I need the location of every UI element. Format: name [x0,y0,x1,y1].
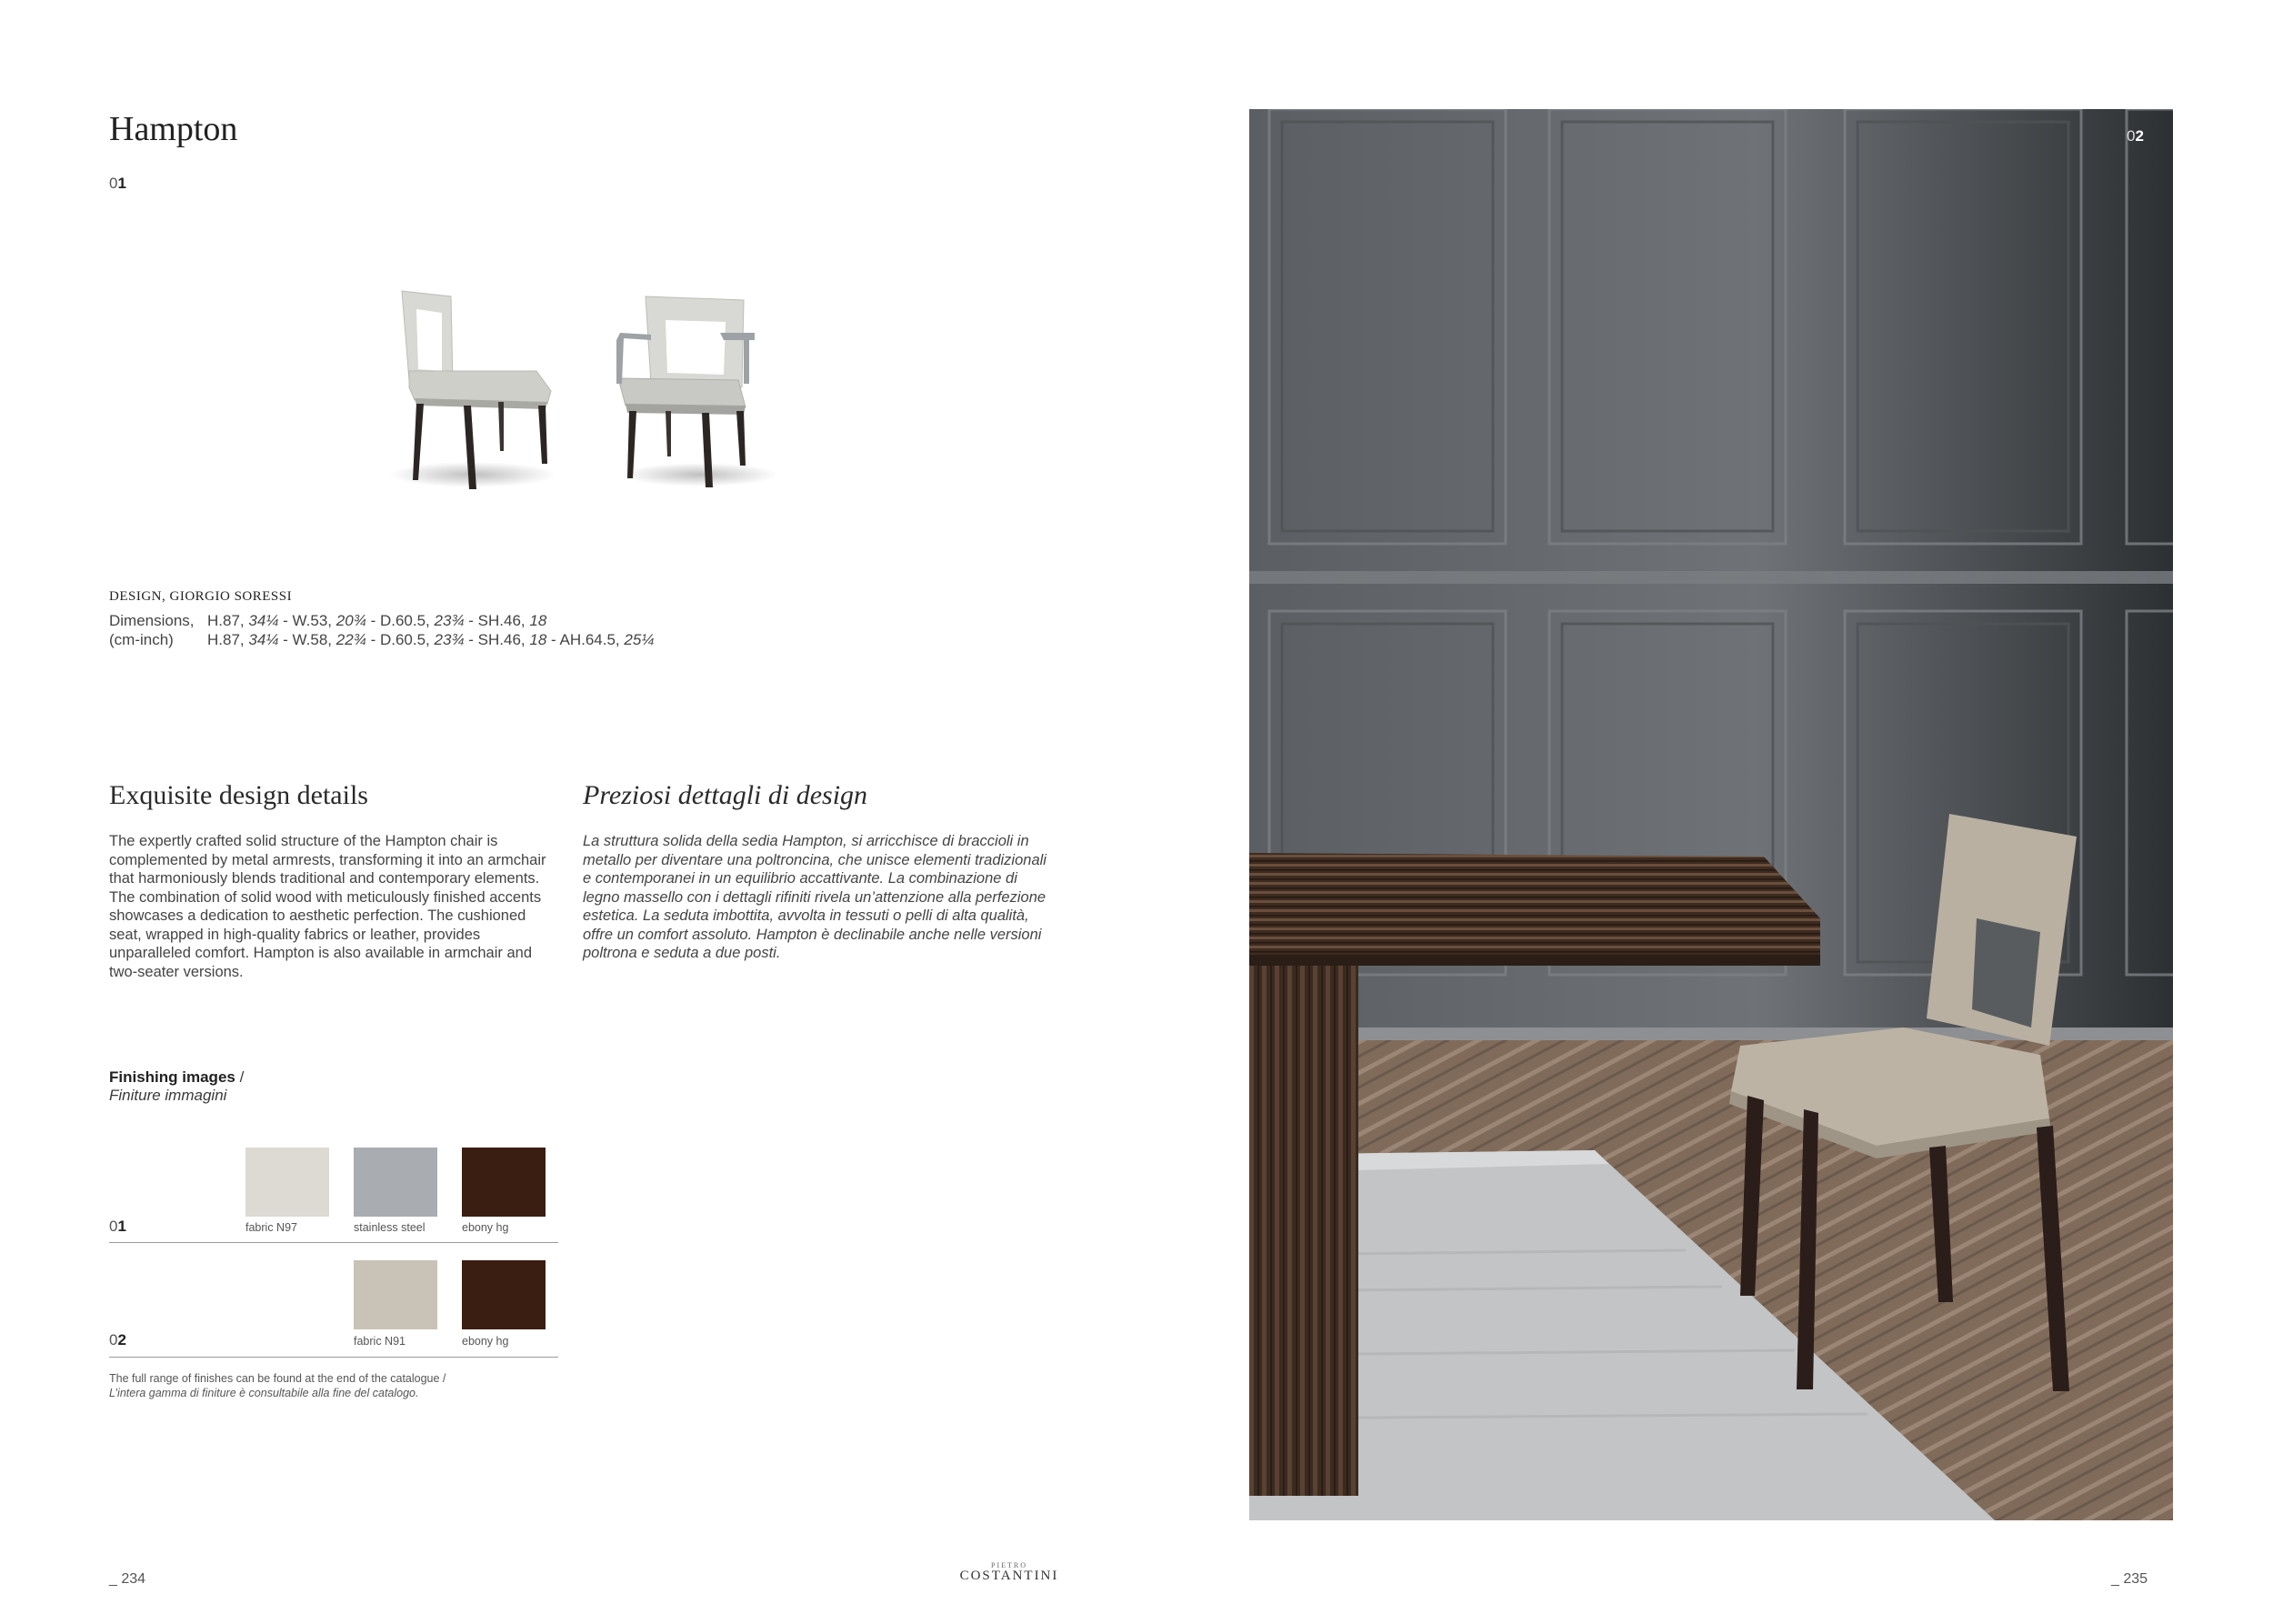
dimension-value: - D.60.5, [365,612,435,629]
dimension-value: - W.58, [278,631,336,648]
italian-description [583,832,1074,963]
image-number-01: 01 [109,175,126,192]
dimensions-row-side-chair [207,611,546,630]
description-line: estetica. La seduta imbottita, avvolta in tessuti o pelli di alta qualità, [583,907,1029,924]
finishes-note: The full range of finishes can be found at the end of the catalogue / L’intera gamma di finiture è consultabile alla fine del catalogo. [109,1372,446,1399]
dimension-value: 18 [529,612,547,629]
dimension-value: 18 [529,631,547,648]
finish-swatch [354,1260,437,1329]
dimensions-label: Dimensions, [109,612,195,629]
description-line: legno massello con i dettagli rifiniti rivela un’attenzione alla perfezione [583,888,1046,906]
dimension-value: - D.60.5, [365,631,435,648]
dimension-value: 22¾ [335,631,366,648]
image-number-02: 02 [2127,127,2144,145]
english-description [109,832,555,981]
description-line: that harmoniously blends traditional and contemporary elements. [109,870,540,887]
dimension-value: 23¾ [434,631,465,648]
page-number-right: _ 235 [2111,1571,2148,1587]
description-line: offre un comfort assoluto. Hampton è declinabile anche nelle versioni [583,926,1042,943]
dimension-value: 34¼ [248,612,279,629]
finish-label: ebony hg [462,1221,509,1234]
lifestyle-photo [1249,109,2173,1520]
description-line: e contemporanei in un equilibrio accattivante. La combinazione di [583,870,1017,887]
description-line: The expertly crafted solid structure of the Hampton chair is [109,833,498,849]
armchair-illustration [616,296,778,487]
dimension-value: - SH.46, [464,612,530,629]
italian-heading: Preziosi dettagli di design [583,780,868,810]
description-line: The combination of solid wood with meticulously finished accents [109,888,542,906]
product-chairs-image [382,273,791,500]
finish-swatch [462,1148,546,1217]
finish-row-number: 01 [109,1218,126,1235]
dimensions-block [109,611,654,649]
side-chair-illustration [389,291,556,489]
description-line: seat, wrapped in high-quality fabrics or leather, provides [109,926,481,943]
divider [109,1242,558,1243]
finish-swatch [462,1260,546,1329]
dimensions-unit-label: (cm-inch) [109,631,174,648]
finish-swatch [245,1148,329,1217]
description-line: two-seater versions. [109,963,244,980]
brand-logo-name: COSTANTINI [959,1569,1059,1583]
description-line: poltrona e seduta a due posti. [583,945,781,961]
dimension-value: H.87, [207,612,249,629]
finish-row-number: 02 [109,1331,126,1348]
description-line: complemented by metal armrests, transforming it into an armchair [109,851,546,868]
description-line: La struttura solida della sedia Hampton, si arricchisce di braccioli in [583,833,1029,849]
finish-label: fabric N91 [354,1335,406,1348]
brand-logo [936,1562,1082,1582]
description-line: metallo per diventare una poltroncina, che unisce elementi tradizionali [583,851,1046,868]
page-title: Hampton [109,110,238,148]
dimension-value: - AH.64.5, [546,631,625,648]
divider [109,1357,558,1358]
finish-swatch [354,1148,437,1217]
description-line: showcases a dedication to aesthetic perfection. The cushioned [109,907,526,924]
dimension-value: 25¼ [624,631,655,648]
dimension-value: 23¾ [434,612,465,629]
finish-label: fabric N97 [245,1221,297,1234]
description-line: unparalleled comfort. Hampton is also available in armchair and [109,945,532,961]
finish-label: stainless steel [354,1221,426,1234]
dimension-value: 20¾ [335,612,366,629]
dimension-value: 34¼ [248,631,279,648]
dimension-value: - W.53, [278,612,336,629]
dimension-value: - SH.46, [464,631,530,648]
english-heading: Exquisite design details [109,780,368,810]
finish-label: ebony hg [462,1335,509,1348]
dimension-value: H.87, [207,631,249,648]
dimensions-row-armchair [207,630,654,649]
finishing-title: Finishing images / Finiture immagini [109,1068,245,1104]
brand-logo-small: PIETRO [991,1561,1027,1569]
design-credit: DESIGN, GIORGIO SORESSI [109,589,293,604]
page-number-left: _ 234 [109,1571,146,1587]
